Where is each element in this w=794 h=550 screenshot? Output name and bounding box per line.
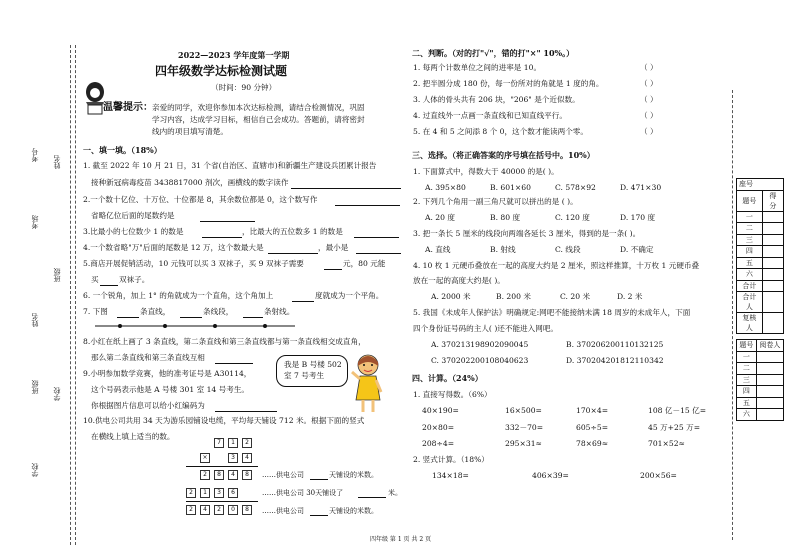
exam-time: （时间：90 分钟） [211,83,277,92]
answer-blank[interactable] [200,221,255,222]
calc-note: 天铺设的米数。 [329,471,378,479]
answer-blank[interactable] [292,301,314,302]
answer-blank[interactable] [335,205,400,206]
choice-option[interactable]: B. 80 度 [490,213,521,222]
score-row-label: 一 [737,211,763,223]
binding-label-class2: 班级 [31,380,39,394]
s1-line: 7. 下图 [83,307,108,316]
answer-blank[interactable] [356,253,401,254]
judge-paren[interactable]: （ ） [640,95,658,104]
s1-line: 10.供电公司共用 34 天为游乐园铺设电缆，平均每天铺设 712 米。根据下面的竖式 [83,416,365,425]
score-row-label: 二 [737,223,763,235]
answer-blank[interactable] [215,363,253,364]
s1-line: 6. 一个锐角，加上 1° 的角就成为一个直角，这个角加上 [83,291,274,300]
digit-box: 4 [228,470,238,480]
grader-cell[interactable] [756,351,783,363]
score-cell[interactable] [762,246,783,258]
page-title: 四年级数学达标检测试题 [155,64,288,78]
choice-option[interactable]: B. 200 米 [496,292,531,301]
calc-note: 天铺设的米数。 [329,507,378,515]
s1-line: 3.比最小的七位数少 1 的数是 [83,227,184,236]
bubble-line-1: 我是 B 号楼 502 [284,360,342,369]
s1-line: 这个号码表示他是 A 号楼 301 室 14 号考生。 [91,385,250,394]
s1-line: ，最小是 [318,243,349,252]
answer-blank[interactable] [310,515,328,516]
s1-line: 在横线上填上适当的数。 [91,432,175,441]
s1-line: 那么第二条直线和第三条直线互相 [91,353,205,362]
digit-box: 1 [200,488,210,498]
grader-cell[interactable] [756,363,783,375]
answer-blank[interactable] [310,479,328,480]
choice-question: 2. 下列几个角用一副三角尺就可以拼出的是 ( )。 [413,197,578,206]
digit-box: 2 [242,438,252,448]
choice-option[interactable]: C. 线段 [555,245,581,254]
digit-box: 2 [186,505,196,515]
answer-blank[interactable] [117,317,139,318]
vertical-rule [186,501,258,502]
s1-line: 买 [91,275,99,284]
grader-cell[interactable] [756,386,783,398]
seal-line [70,45,71,545]
calc-item: 108 亿－15 亿= [648,406,707,415]
answer-blank[interactable] [291,188,401,189]
binding-label-school2: 学校 [31,463,39,477]
digit-box: 2 [200,470,210,480]
grader-row-label: 一 [737,351,757,363]
s1-line: 条射线。 [264,307,295,316]
digit-box: × [200,453,210,463]
choice-option[interactable]: D. 370204201812110342 [566,356,664,365]
judge-paren[interactable]: （ ） [640,111,658,120]
digit-box: 7 [214,438,224,448]
grader-row-label: 四 [737,386,757,398]
binding-label-name: 姓名 [53,155,61,169]
grader-cell[interactable] [756,409,783,421]
score-row-label: 四 [737,246,763,258]
choice-question: 四个身份证号码的主人( )还不能进入网吧。 [413,324,559,333]
grader-row-label: 三 [737,374,757,386]
answer-blank[interactable] [354,237,399,238]
binding-label-room: 考场 [31,215,39,229]
seal-line [75,45,76,545]
judge-paren[interactable]: （ ） [640,63,658,72]
reading-girl-icon [80,80,110,120]
choice-option[interactable]: D. 471×30 [620,183,662,192]
digit-box: 4 [200,505,210,515]
digit-box: 0 [228,505,238,515]
score-cell[interactable] [762,211,783,223]
answer-blank[interactable] [100,285,118,286]
s1-line: ，比最大的五位数多 1 的数是 [242,227,343,236]
choice-option[interactable]: B. 601×60 [490,183,531,192]
calc-item: 45 万+25 万= [648,423,701,432]
answer-blank[interactable] [243,317,263,318]
score-row-label: 复核人 [737,313,763,334]
judge-item: 1. 每两个计数单位之间的进率是 10。 [413,63,542,72]
tip-label: 温馨提示： [103,102,153,113]
judge-paren[interactable]: （ ） [640,79,658,88]
girl-figure-icon [348,352,388,414]
answer-blank[interactable] [268,253,318,254]
binding-label-name2: 姓名 [31,313,39,327]
calc-item: 200×56= [640,471,677,480]
choice-option[interactable]: D. 2 米 [617,292,643,301]
choice-option[interactable]: C. 20 米 [560,292,591,301]
choice-option[interactable]: D. 170 度 [620,213,656,222]
tip-line-3: 线内的项目填写清楚。 [152,127,228,136]
calc-sub: 1. 直接写得数。（6%） [413,390,492,399]
s1-line: 4.一个数省略"万"后面的尾数是 12 万，这个数最大是 [83,243,264,252]
choice-question: 4. 10 枚 1 元硬币叠放在一起的高度大约是 2 厘米，照这样推算，十万枚 1 元硬币叠 [413,261,700,270]
s1-line: 8.小红在纸上画了 3 条直线，第二条直线和第三条直线都与第一条直线相交成直角， [83,337,366,346]
grader-head: 阅卷人 [756,340,783,352]
line-figure [95,321,295,331]
choice-option[interactable]: A. 直线 [425,245,451,254]
choice-option[interactable]: D. 不确定 [620,245,654,254]
right-seal-line [732,90,733,540]
s1-line: 双袜子。 [119,275,150,284]
choice-question: 3. 把一条长 5 厘米的线段向两端各延长 3 厘米，得到的是一条( )。 [413,229,641,238]
s1-line: 省略亿位后面的尾数约是 [91,211,175,220]
s1-line: 元，80 元能 [343,259,386,268]
choice-option[interactable]: C. 120 度 [555,213,590,222]
calc-item: 208÷4= [422,439,455,448]
digit-box: 8 [242,505,252,515]
page-footer: 四年级 第 1 页 共 2 页 [370,536,432,543]
s1-line: 5.商店开展促销活动，10 元钱可以买 3 双袜子，买 9 双袜子需要 [83,259,304,268]
score-row-label: 合计 [737,280,763,292]
digit-box: 2 [214,505,224,515]
grader-table [736,339,784,421]
vertical-rule [186,466,258,467]
digit-box: 4 [242,453,252,463]
s1-line: 2.一个数十亿位、十万位、十位都是 8，其余数位都是 0，这个数写作 [83,195,318,204]
answer-blank[interactable] [324,269,342,270]
calc-item: 332－70= [505,423,544,432]
section4-heading: 四、计算。（24%） [412,373,483,383]
calc-note: ……供电公司 [262,507,304,515]
grader-row-label: 二 [737,363,757,375]
score-cell[interactable] [762,257,783,269]
calc-item: 295×31≈ [505,439,542,448]
score-cell[interactable] [762,292,783,313]
calc-item: 40×190= [422,406,459,415]
calc-item: 605÷5= [576,423,609,432]
score-cell[interactable] [762,269,783,281]
score-table [736,178,784,334]
s1-line: 度就成为一个平角。 [315,291,384,300]
score-cell[interactable] [762,223,783,235]
s1-line: 1. 截至 2022 年 10 月 21 日，31 个省(自治区、直辖市)和新疆生产建设兵团累计报告 [83,161,377,170]
digit-box: 3 [228,453,238,463]
calc-item: 170×4= [576,406,609,415]
calc-item: 20×80= [422,423,455,432]
section2-heading: 二、判断。（对的打"√"，错的打"×" 10%。） [412,48,575,58]
digit-box: 2 [186,488,196,498]
answer-blank[interactable] [358,497,386,498]
choice-question: 放在一起的高度大约是( )。 [413,276,505,285]
judge-item: 5. 在 4 和 5 之间添 8 个 0，这个数才能读两个零。 [413,127,588,136]
score-cell[interactable] [762,234,783,246]
judge-item: 4. 过直线外一点画一条直线和已知直线平行。 [413,111,567,120]
s1-line: 9.小明参加数学竞赛，他的准考证号是 A30114， [83,369,252,378]
calc-note: ……供电公司 [262,471,304,479]
score-cell[interactable] [762,313,783,334]
calc-item: 16×500= [505,406,542,415]
choice-option[interactable]: A. 395×80 [425,183,466,192]
answer-blank[interactable] [180,317,202,318]
s1-line: 你根据图片信息可以给小红编码为 [91,401,205,410]
digit-box: 3 [214,488,224,498]
choice-option[interactable]: C. 578×92 [555,183,596,192]
grader-head: 题号 [737,340,757,352]
choice-option[interactable]: B. 370206200110132125 [566,340,664,349]
calc-note: 米。 [388,489,402,497]
judge-paren[interactable]: （ ） [640,127,658,136]
calc-note: ……供电公司 30天铺设了 [262,489,344,497]
judge-item: 2. 把半圆分成 180 份，每一份所对的角就是 1 度的角。 [413,79,604,88]
score-head: 题号 [737,190,763,211]
s1-line: 接种新冠病毒疫苗 3438817000 剂次，画横线的数字读作 [91,178,289,187]
grader-cell[interactable] [756,397,783,409]
tip-line-2: 学习内容，达成学习目标，相信自己会成功。答题前，请将密封 [152,115,365,124]
school-year: 2022—2023 学年度第一学期 [178,50,290,60]
score-head: 得 分 [762,190,783,211]
score-row-label: 六 [737,269,763,281]
score-cell[interactable] [762,280,783,292]
bubble-line-2: 室 7 号考生 [284,371,325,380]
digit-box: 8 [214,470,224,480]
section3-heading: 三、选择。（将正确答案的序号填在括号中。10%） [412,150,595,160]
choice-option[interactable]: A. 370213198902090045 [431,340,529,349]
s1-line: 条线段， [203,307,234,316]
score-row-label: 合计人 [737,292,763,313]
calc-item: 406×39= [532,471,569,480]
binding-label-class: 班级 [53,268,61,282]
s1-line: 条直线， [140,307,171,316]
digit-box: 6 [228,488,238,498]
calc-item: 701×52≈ [648,439,685,448]
choice-option[interactable]: A. 2000 米 [431,292,471,301]
seat-label: 座号 [737,179,784,191]
digit-box: 1 [228,438,238,448]
tip-line-1: 亲爱的同学，欢迎你参加本次达标检测，请结合检测情况，巩固 [152,103,365,112]
grader-row-label: 六 [737,409,757,421]
digit-box: 8 [242,470,252,480]
binding-label-examno: 考号 [31,148,39,162]
binding-label-school: 学校 [53,387,61,401]
choice-question: 1. 下面算式中，得数大于 40000 的是( )。 [413,167,559,176]
judge-item: 3. 人体的骨头共有 206 块，"206" 是个近似数。 [413,95,580,104]
score-row-label: 五 [737,257,763,269]
choice-option[interactable]: B. 射线 [490,245,516,254]
score-row-label: 三 [737,234,763,246]
answer-blank[interactable] [202,237,242,238]
grader-row-label: 五 [737,397,757,409]
answer-blank[interactable] [215,411,277,412]
choice-option[interactable]: A. 20 度 [425,213,455,222]
calc-item: 134×18= [432,471,469,480]
calc-item: 78×69≈ [576,439,609,448]
section1-heading: 一、填一填。（18%） [83,145,162,155]
calc-sub: 2. 竖式计算。（18%） [413,455,489,464]
choice-question: 5. 我国《未成年人保护法》明确规定:网吧不能接纳未满 18 周岁的未成年人，下面 [413,308,691,317]
grader-cell[interactable] [756,374,783,386]
choice-option[interactable]: C. 370202200108040623 [431,356,529,365]
